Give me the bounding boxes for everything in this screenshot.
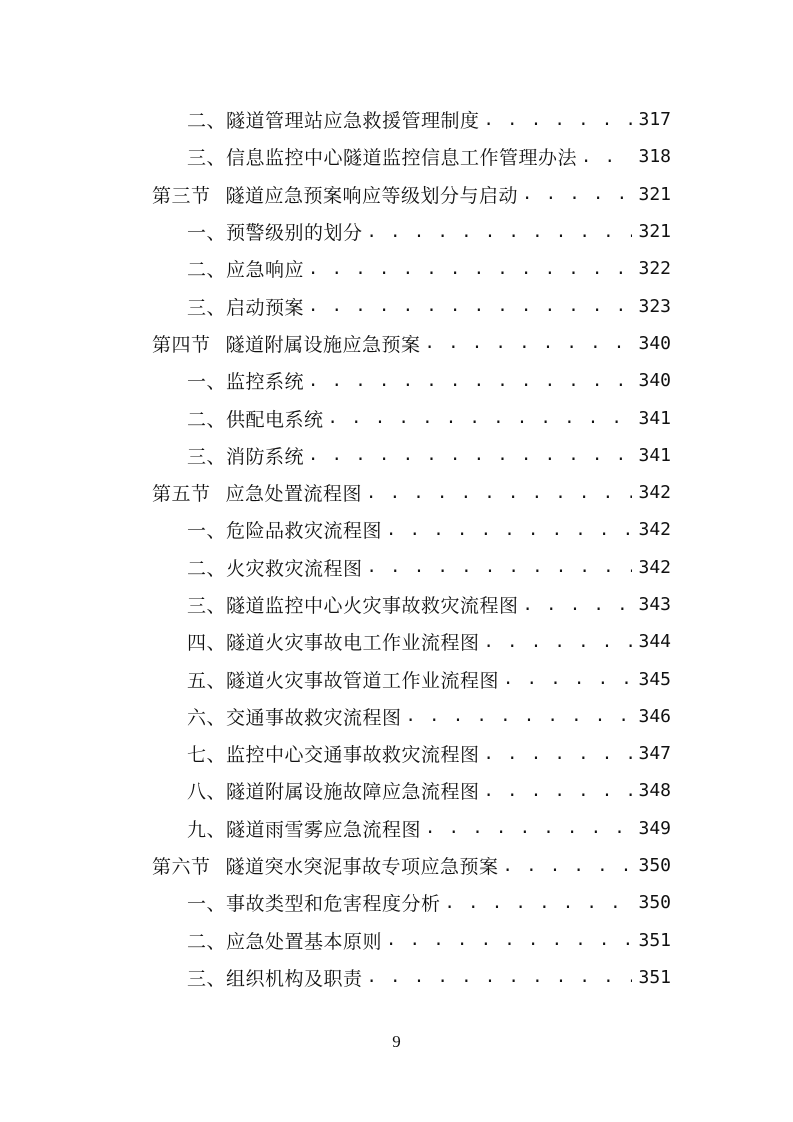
toc-entry-line: [187, 623, 671, 660]
toc-entry-line: [187, 362, 671, 399]
toc-entry-title: [152, 479, 362, 506]
dot-leader: [308, 287, 632, 324]
toc-entry-line: [187, 959, 671, 996]
toc-page-number: 350: [638, 855, 671, 877]
toc-entry-line: [152, 474, 671, 511]
toc-page-number: 322: [638, 258, 671, 280]
toc-section-entry[interactable]: [0, 847, 793, 884]
toc-entry-line: [187, 884, 671, 921]
toc-entry-title: [187, 889, 441, 916]
toc-page-number: 350: [638, 892, 671, 914]
toc-page-number: 349: [638, 817, 671, 839]
toc-subsection-entry[interactable]: [0, 698, 793, 735]
toc-page-number: 351: [638, 929, 671, 951]
toc-entry-title: [187, 293, 304, 320]
toc-entry-title: [152, 330, 421, 357]
toc-title-text: 一、监控系统: [187, 371, 305, 394]
dot-leader: [445, 884, 633, 921]
toc-entry-title: [187, 442, 304, 469]
toc-title-text: 三、组织机构及职责: [187, 967, 363, 990]
toc-title-text: 八、隧道附属设施故障应急流程图: [187, 781, 480, 804]
toc-entry-line: [187, 138, 671, 175]
toc-entry-title: [152, 181, 518, 208]
toc-title-text: 七、监控中心交通事故救灾流程图: [187, 744, 480, 767]
toc-section-number: 第六节: [152, 856, 211, 879]
toc-page-number: 348: [638, 780, 671, 802]
toc-entry-line: [187, 660, 671, 697]
toc-entry-title: [187, 516, 382, 543]
toc-entry-title: [187, 628, 480, 655]
toc-title-text: 三、信息监控中心隧道监控信息工作管理办法: [187, 147, 578, 170]
toc-page-number: 317: [638, 109, 671, 131]
toc-entry-line: [187, 549, 671, 586]
toc-entry-line: [187, 250, 671, 287]
toc-entry-line: [187, 437, 671, 474]
dot-leader: [503, 660, 632, 697]
toc-entry-line: [187, 922, 671, 959]
toc-subsection-entry[interactable]: [0, 623, 793, 660]
toc-subsection-entry[interactable]: [0, 810, 793, 847]
dot-leader: [523, 586, 633, 623]
dot-leader: [308, 250, 632, 287]
toc-entry-title: [187, 255, 304, 282]
footer-page-number: 9: [392, 1032, 401, 1051]
dot-leader: [484, 735, 633, 772]
toc-title-text: 三、启动预案: [187, 296, 305, 319]
toc-entry-title: [187, 927, 382, 954]
dot-leader: [386, 511, 632, 548]
toc-entry-line: [187, 698, 671, 735]
toc-page-number: 346: [638, 705, 671, 727]
toc-page-number: 318: [638, 146, 671, 168]
toc-page-number: 342: [638, 556, 671, 578]
toc-title-text: 三、消防系统: [187, 445, 305, 468]
toc-section-number: 第五节: [152, 483, 211, 506]
toc-title-text: 二、供配电系统: [187, 408, 324, 431]
toc-entry-title: [187, 777, 480, 804]
table-of-contents: [0, 101, 793, 996]
toc-entry-title: [187, 740, 480, 767]
toc-entry-line: [187, 511, 671, 548]
toc-subsection-entry[interactable]: [0, 287, 793, 324]
toc-subsection-entry[interactable]: [0, 884, 793, 921]
toc-page-number: 342: [638, 519, 671, 541]
dot-leader: [503, 847, 633, 884]
toc-title-text: 三、隧道监控中心火灾事故救灾流程图: [187, 595, 519, 617]
toc-entry-title: [187, 218, 363, 245]
dot-leader: [425, 810, 632, 847]
toc-entry-title: [187, 666, 499, 693]
toc-title-text: 隧道应急预案响应等级划分与启动: [225, 184, 519, 207]
dot-leader: [581, 138, 632, 175]
toc-section-entry[interactable]: [0, 474, 793, 511]
toc-title-text: 二、应急处置基本原则: [187, 930, 383, 953]
toc-page-number: 321: [638, 221, 671, 243]
toc-title-text: 二、火灾救灾流程图: [187, 557, 363, 580]
toc-subsection-entry[interactable]: [0, 660, 793, 697]
toc-entry-line: [187, 213, 671, 250]
dot-leader: [386, 922, 632, 959]
toc-title-text: 应急处置流程图: [225, 483, 363, 506]
toc-page-number: 347: [638, 743, 671, 765]
toc-entry-line: [152, 847, 671, 884]
toc-subsection-entry[interactable]: [0, 772, 793, 809]
toc-subsection-entry[interactable]: [0, 959, 793, 996]
toc-subsection-entry[interactable]: [0, 101, 793, 138]
toc-title-text: 六、交通事故救灾流程图: [187, 706, 402, 729]
toc-entry-title: [187, 106, 480, 133]
dot-leader: [522, 176, 632, 213]
toc-page-number: 340: [638, 332, 671, 354]
toc-subsection-entry[interactable]: [0, 213, 793, 250]
toc-entry-line: [187, 586, 671, 623]
toc-subsection-entry[interactable]: [0, 549, 793, 586]
toc-entry-title: [187, 591, 519, 618]
dot-leader: [484, 772, 633, 809]
toc-title-text: 二、应急响应: [187, 259, 305, 282]
toc-title-text: 隧道附属设施应急预案: [225, 333, 421, 356]
toc-entry-line: [187, 399, 671, 436]
toc-title-text: 九、隧道雨雪雾应急流程图: [187, 818, 422, 841]
toc-entry-title: [152, 852, 499, 879]
toc-page-number: 344: [638, 631, 671, 653]
toc-title-text: 一、事故类型和危害程度分析: [187, 893, 441, 916]
toc-entry-title: [187, 703, 402, 730]
toc-section-number: 第三节: [152, 184, 211, 207]
dot-leader: [328, 399, 633, 436]
toc-page-number: 341: [638, 407, 671, 429]
toc-subsection-entry[interactable]: [0, 138, 793, 175]
toc-entry-title: [187, 554, 363, 581]
toc-page-number: 351: [638, 966, 671, 988]
toc-entry-title: [187, 964, 363, 991]
toc-section-entry[interactable]: [0, 325, 793, 362]
toc-title-text: 四、隧道火灾事故电工作业流程图: [187, 632, 480, 655]
toc-entry-line: [152, 176, 671, 213]
toc-entry-line: [187, 772, 671, 809]
dot-leader: [366, 474, 632, 511]
toc-entry-line: [187, 287, 671, 324]
toc-section-entry[interactable]: [0, 176, 793, 213]
toc-entry-line: [187, 101, 671, 138]
toc-subsection-entry[interactable]: [0, 362, 793, 399]
toc-subsection-entry[interactable]: [0, 735, 793, 772]
dot-leader: [367, 213, 633, 250]
toc-page-number: 342: [638, 482, 671, 504]
dot-leader: [425, 325, 633, 362]
toc-subsection-entry[interactable]: [0, 437, 793, 474]
toc-subsection-entry[interactable]: [0, 586, 793, 623]
toc-entry-line: [187, 810, 671, 847]
toc-page-number: 323: [638, 295, 671, 317]
toc-page-number: 321: [638, 183, 671, 205]
toc-entry-title: [187, 367, 304, 394]
toc-section-number: 第四节: [152, 333, 211, 356]
dot-leader: [406, 698, 633, 735]
dot-leader: [308, 362, 632, 399]
toc-subsection-entry[interactable]: [0, 399, 793, 436]
toc-page-number: 341: [638, 444, 671, 466]
toc-entry-title: [187, 405, 324, 432]
toc-entry-line: [152, 325, 671, 362]
dot-leader: [484, 101, 633, 138]
toc-subsection-entry[interactable]: [0, 250, 793, 287]
toc-page-number: 343: [638, 594, 671, 615]
dot-leader: [308, 437, 632, 474]
dot-leader: [484, 623, 633, 660]
toc-subsection-entry[interactable]: [0, 511, 793, 548]
toc-title-text: 一、预警级别的划分: [187, 222, 363, 245]
toc-title-text: 五、隧道火灾事故管道工作业流程图: [187, 669, 500, 692]
toc-subsection-entry[interactable]: [0, 922, 793, 959]
toc-entry-line: [187, 735, 671, 772]
toc-page-number: 340: [638, 370, 671, 392]
toc-title-text: 隧道突水突泥事故专项应急预案: [225, 856, 499, 879]
dot-leader: [367, 549, 633, 586]
dot-leader: [367, 959, 633, 996]
toc-title-text: 一、危险品救灾流程图: [187, 520, 383, 543]
toc-title-text: 二、隧道管理站应急救援管理制度: [187, 110, 480, 133]
toc-page-number: 345: [638, 668, 671, 690]
toc-entry-title: [187, 143, 577, 170]
toc-entry-title: [187, 815, 421, 842]
